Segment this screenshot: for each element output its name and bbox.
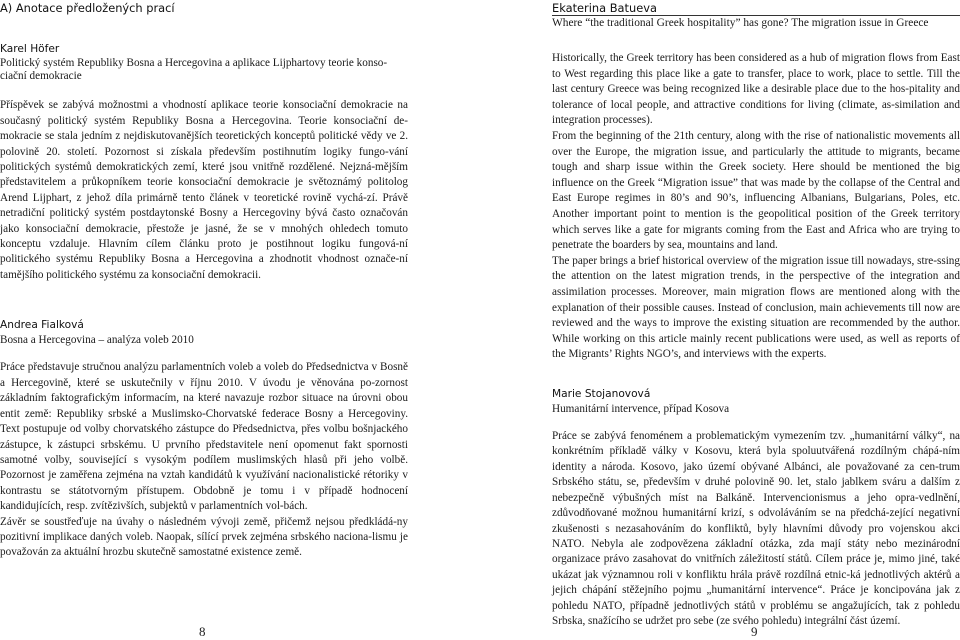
abstract-paragraph: The paper brings a brief historical overview of the migration issue till nowadays, stre-ssing the attention on the latest migration trends, in the perspective of the integration and assimilation processes. Moreover, main migration flows are mentioned along with the explanation of their possible causes. Instead of conclusion, main achievements till now are reviewed and the ways to improve the existing situation are recommended by the author. While working on this article mainly recent publications were used, as well as reports of the Migrants’ Rights NGO’s, and interviews with the experts. (552, 254, 960, 361)
header-rule (552, 15, 960, 16)
article-author: Andrea Fialková (0, 319, 84, 332)
article-title: Politický systém Republiky Bosna a Hercegovina a aplikace Lijphartovy teorie konso-ciační demokracie (0, 57, 388, 83)
article-abstract-conclusion: Závěr se soustřeďuje na úvahy o následném vývoji země, přičemž nejsou předkládá-ny pozitivní implikace daných voleb. Naopak, sílící prvek zejména srbského naciona-lismu je považován za aktuální hrozbu skutečně samostatné existence země. (0, 515, 408, 559)
article-abstract: Práce se zabývá fenoménem a problematickým vymezením tzv. „humanitární války“, na konkrétním příkladě války v Kosovu, která byla spoluutvářená rozdílným chápá-ním identity a národa. Kosovo, jako území obývané Albánci, ale považované za cen-trum Srbského státu, se, především v druhé polovině 90. let, stalo jablkem sváru a dalším z nebezpečně výbušných míst na Balkáně. Intervencionismus a jeho opra-vedlnění, zdůvodňované možnou humanitární krizí, s odvoláváním se na předchá-zející negativní zkušenosti s nezasahováním do konfliktů, byly hlavními důvody pro vojenskou akci NATO. Nebyla ale zodpovězena základní otázka, zda mají státy nebo mezinárodní organizace právo zasahovat do vnitřních záležitostí států. Cílem práce je, mimo jiné, také ukázat jak významnou roli v konfliktu hrála právě rozdílná etnic-ká jednotlivých aktérů a jejich chápání stěžejního pojmu „humanitární intervence“. Práce je koncipována jak z pohledu NATO, případně jednotlivých států v problému se angažujících, tak z pohledu Srbska, snažícího se udržet pro sebe (ze svého pohledu) integrální část území. (552, 430, 960, 627)
section-header: A) Anotace předložených prací (0, 1, 175, 15)
abstract-paragraph: Historically, the Greek territory has been considered as a hub of migration flows from East to West regarding this place like a gate to transfer, place to work, place to settle. Till the last century Greece was being recognized like a desirable place due to the hos-pitality and tolerance of local people, and attractive conditions for living (climate, as-similation and integration processes). (552, 52, 960, 127)
article-fialkova (0, 318, 408, 560)
header-title: Where “the traditional Greek hospitality” has gone? The migration issue in Greece (552, 17, 929, 29)
article-author: Karel Höfer (0, 43, 60, 55)
page-number-right: 9 (751, 624, 758, 639)
article-stojanovova (552, 387, 960, 629)
article-abstract: Práce představuje stručnou analýzu parlamentních voleb a voleb do Předsednictva v Bosně a Hercegovině, které se uskutečnily v říjnu 2010. V úvodu je věnována po-zornost základním faktografickým informacím, na které navazuje rozbor situace na úrovni obou entit země: Republiky srbské a Muslimsko-Chorvatské federace Bosny a Hercegoviny. Text postupuje od volby chorvatského zástupce do Předsednictva, přes volbu bošnjackého zástupce, k zástupci srbskému. U prvního představitele není opomenut fakt spornosti samotné volby, související s vysokým podílem muslimských hlasů při jeho volbě. Pozornost je zaměřena zejména na vztah kandidátů k využívání nacionalistické rétoriky v kontrastu se státotvorným přístupem. Obdobně je tomu i v případě hodnocení kandidujících, resp. zvítězivších, subjektů v parlamentních vol-bách. (0, 361, 408, 513)
right-page (552, 0, 960, 639)
article-hofer (0, 42, 408, 283)
left-page (0, 0, 408, 639)
article-author: Marie Stojanovová (552, 387, 651, 400)
header-author: Ekaterina Batueva (552, 1, 657, 15)
page-number-left: 8 (199, 624, 206, 639)
article-title: Bosna a Hercegovina – analýza voleb 2010 (0, 334, 194, 347)
article-title: Humanitární intervence, případ Kosova (552, 402, 730, 415)
abstract-paragraph: From the beginning of the 21th century, along with the rise of nationalistic movements all over the Europe, the migration issue, and particularly the attitude to migrants, became tough and sharp issue within the Greek society. Here should be mentioned the big influence on the Greek “Migration issue” that was made by the collapse of the Central and East Europe regimes in 80’s and 90’s, influencing Albanians, Bulgarians, Poles, etc. Another important point to mention is the geopolitical position of the Greek territory which serves like a gate for migrants coming from the East and Africa who are trying to penetrate the boarders by sea, mountains and land. (552, 129, 960, 252)
article-abstract: Příspěvek se zabývá možnostmi a vhodností aplikace teorie konsociační demokracie na současný politický systém Republiky Bosna a Hercegovina. Teorie konsociační de-mokracie se stala jedním z nejdiskutovanějších teoretických konceptů politické vědy ve 2. polovině 20. století. Pozornost si získala především postihnutím logiky fungo-vání politických systémů demokratických zemí, které jsou vnitřně rozdělené. Nejzná-mějším představitelem a průkopníkem teorie konsociační demokracie je světoznámý politolog Arend Lijphart, z jehož díla primárně tento článek v teoretické rovině vychá-zí. Právě netradiční politický systém postdaytonské Bosny a Hercegoviny bývá často označován jako konsociační demokracie, přestože je jasné, že se v mnohých ohledech tomuto konceptu vzdaluje. Hlavním cílem článku proto je postihnout logiku fungová-ní politického systému Republiky Bosna a Hercegovina a zhodnotit vhodnost označe-ní tamějšího politického systému za konsociační demokracii. (0, 99, 408, 281)
article-batueva-abstract (552, 51, 960, 363)
